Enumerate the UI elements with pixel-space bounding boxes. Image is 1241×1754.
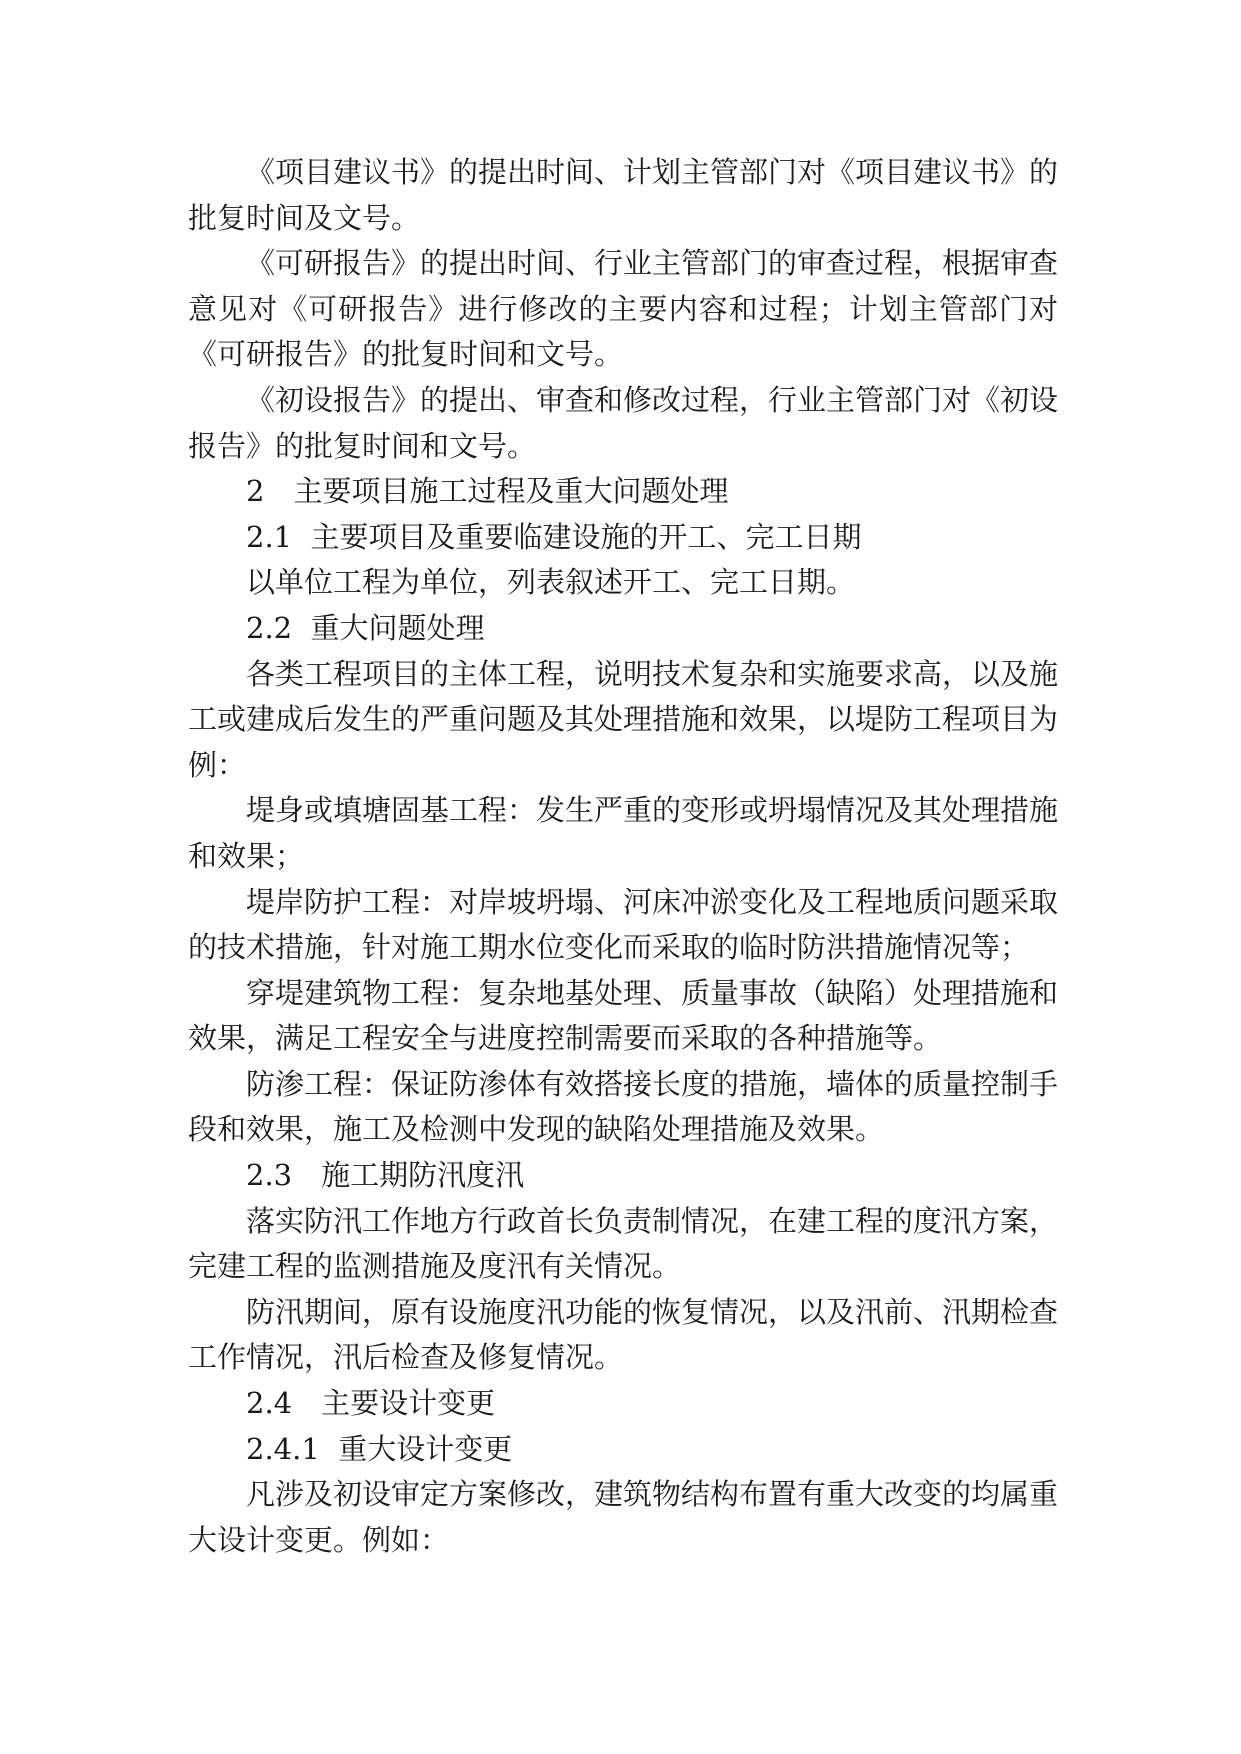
paragraph-flood-responsibility: 落实防汛工作地方行政首长负责制情况，在建工程的度汛方案，完建工程的监测措施及度汛有关情况。 [188, 1203, 1059, 1284]
paragraph-embankment-works: 堤身或填塘固基工程：发生严重的变形或坍塌情况及其处理措施和效果； [188, 793, 1059, 873]
paragraph-major-issues-intro: 各类工程项目的主体工程，说明技术复杂和实施要求高，以及施工或建成后发生的严重问题及其处理措施和效果，以堤防工程项目为例： [188, 656, 1059, 782]
paragraph-crossing-structures: 穿堤建筑物工程：复杂地基处理、质量事故（缺陷）处理措施和效果，满足工程安全与进度控制需要而采取的各种措施等。 [188, 975, 1059, 1056]
document-body [188, 150, 1058, 1563]
paragraph-major-design-change: 凡涉及初设审定方案修改，建筑物结构布置有重大改变的均属重大设计变更。例如： [188, 1477, 1059, 1557]
section-heading-2-3: 2.3 施工期防汛度汛 [246, 1158, 525, 1193]
paragraph-flood-period: 防汛期间，原有设施度汛功能的恢复情况，以及汛前、汛期检查工作情况，汛后检查及修复情况。 [188, 1294, 1059, 1375]
section-heading-2-1: 2.1 主要项目及重要临建设施的开工、完工日期 [246, 519, 862, 554]
paragraph-seepage-control: 防渗工程：保证防渗体有效搭接长度的措施，墙体的质量控制手段和效果，施工及检测中发现的缺陷处理措施及效果。 [188, 1066, 1059, 1147]
paragraph-project-proposal: 《项目建议书》的提出时间、计划主管部门对《项目建议书》的批复时间及文号。 [188, 155, 1059, 235]
section-heading-2-2: 2.2 重大问题处理 [246, 610, 485, 645]
section-heading-2-4-1: 2.4.1 重大设计变更 [246, 1431, 513, 1466]
paragraph-bank-protection: 堤岸防护工程：对岸坡坍塌、河床冲淤变化及工程地质问题采取的技术措施，针对施工期水位变化而采取的临时防洪措施情况等； [188, 884, 1059, 965]
paragraph-feasibility-report: 《可研报告》的提出时间、行业主管部门的审查过程，根据审查意见对《可研报告》进行修改的主要内容和过程；计划主管部门对《可研报告》的批复时间和文号。 [188, 246, 1059, 372]
section-heading-2: 2 主要项目施工过程及重大问题处理 [246, 474, 729, 509]
paragraph-preliminary-design: 《初设报告》的提出、审查和修改过程，行业主管部门对《初设报告》的批复时间和文号。 [188, 382, 1059, 463]
section-heading-2-4: 2.4 主要设计变更 [246, 1386, 496, 1421]
paragraph-start-completion-dates: 以单位工程为单位，列表叙述开工、完工日期。 [246, 565, 856, 600]
